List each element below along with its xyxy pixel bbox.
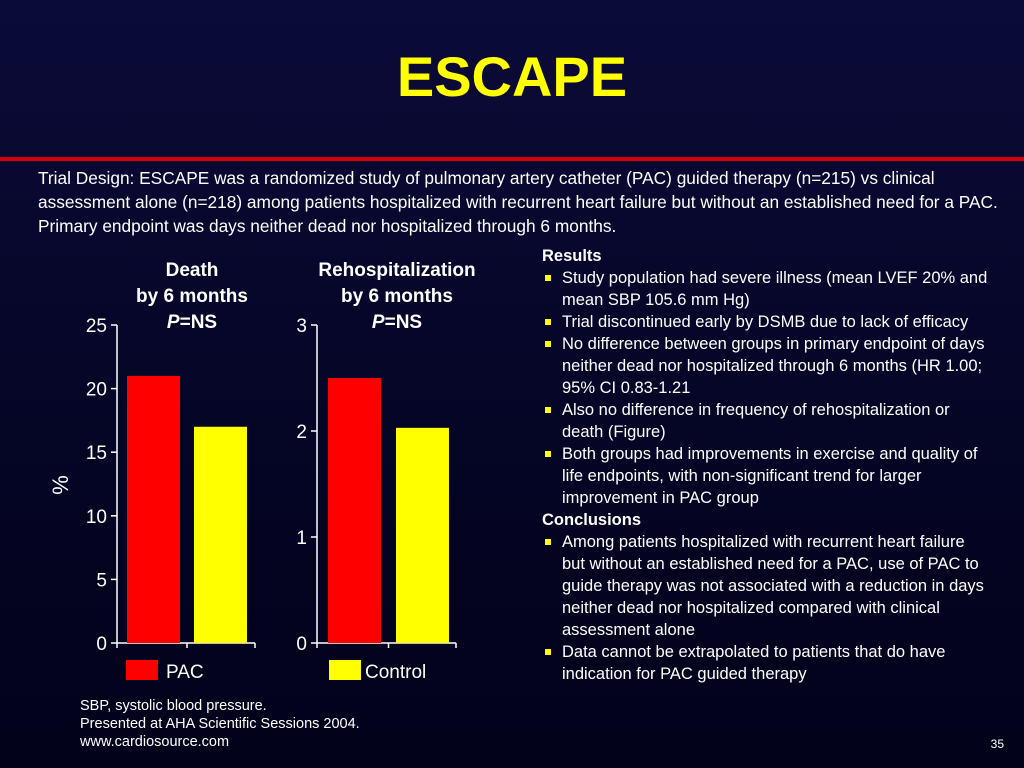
- chart-pvalue: [167, 312, 217, 333]
- pvalue-text: =NS: [384, 312, 423, 333]
- bullet-marker-icon: [545, 539, 551, 545]
- conclusions-list: [542, 531, 992, 685]
- results-item-text: No difference between groups in primary endpoint of days neither dead nor hospitalized through 6 months (HR 1.00; 95% CI 0.83-1.21: [562, 335, 985, 397]
- legend-label-pac: PAC: [166, 662, 204, 683]
- slide-title: ESCAPE: [396, 45, 628, 108]
- results-item-text: Also no difference in frequency of rehospitalization or death (Figure): [562, 401, 950, 441]
- results-item: [542, 333, 992, 399]
- bullet-marker-icon: [545, 319, 551, 325]
- footnote: [80, 697, 360, 751]
- results-item-text: Both groups had improvements in exercise and quality of life endpoints, with non-significant trend for larger improvement in PAC group: [562, 445, 978, 507]
- results-item: [542, 399, 992, 443]
- y-tick-label: 15: [85, 443, 107, 465]
- y-axis-label: %: [48, 475, 73, 495]
- bar-control: [194, 427, 247, 643]
- chart-title: by 6 months: [341, 286, 453, 307]
- pvalue-symbol: P: [166, 312, 180, 333]
- chart-title: Death: [165, 260, 219, 281]
- conclusions-item-text: Data cannot be extrapolated to patients that do have indication for PAC guided therapy: [562, 643, 946, 683]
- bar-control: [396, 428, 449, 643]
- bullet-marker-icon: [545, 407, 551, 413]
- results-item: [542, 443, 992, 509]
- bar-charts: [0, 240, 535, 690]
- chart-pvalue: [372, 312, 422, 333]
- footnote-url: www.cardiosource.com: [80, 734, 230, 750]
- y-tick-label: 0: [296, 634, 307, 655]
- y-tick-label: 0: [96, 634, 107, 655]
- footnote-source: Presented at AHA Scientific Sessions 2004.: [80, 716, 360, 732]
- legend-label-control: Control: [365, 662, 427, 683]
- y-tick-label: 2: [296, 422, 307, 443]
- title-divider: [0, 157, 1024, 161]
- conclusions-item-text: Among patients hospitalized with recurrent heart failure but without an established need for a PAC, use of PAC to guide therapy was not associated with a reduction in days neither dead nor hospitalized compared with clinical assessment alone: [562, 533, 984, 639]
- conclusions-heading: Conclusions: [542, 511, 642, 529]
- pvalue-text: =NS: [179, 312, 218, 333]
- page-number: 35: [990, 737, 1004, 751]
- footnote-abbreviation: SBP, systolic blood pressure.: [80, 698, 267, 714]
- bar-pac: [328, 378, 381, 643]
- legend-swatch-pac: [126, 660, 158, 680]
- bar-pac: [127, 376, 180, 643]
- y-tick-label: 5: [96, 570, 107, 592]
- bullet-marker-icon: [545, 341, 551, 347]
- y-tick-label: 20: [85, 379, 107, 401]
- trial-design-text: Trial Design: ESCAPE was a randomized study of pulmonary artery catheter (PAC) guided therapy (n=215) vs clinical assessment alone (n=218) among patients hospitalized with recurrent heart failure but without an established need for a PAC. Primary endpoint was days neither dead nor hospitalized through 6 months.: [38, 168, 998, 236]
- conclusions-item: [542, 641, 992, 685]
- pvalue-symbol: P: [371, 312, 385, 333]
- results-item: [542, 267, 992, 311]
- y-tick-label: 25: [85, 316, 107, 337]
- bullet-marker-icon: [545, 451, 551, 457]
- results-list: [542, 267, 992, 509]
- results-item-text: Trial discontinued early by DSMB due to lack of efficacy: [562, 313, 969, 331]
- results-heading: Results: [542, 247, 602, 265]
- chart-title: by 6 months: [136, 286, 248, 307]
- results-panel: [542, 245, 992, 685]
- y-tick-label: 1: [296, 528, 307, 549]
- y-tick-label: 3: [296, 316, 307, 337]
- legend-swatch-control: [329, 660, 361, 680]
- bullet-marker-icon: [545, 649, 551, 655]
- results-item-text: Study population had severe illness (mean LVEF 20% and mean SBP 105.6 mm Hg): [562, 269, 988, 309]
- y-tick-label: 10: [85, 506, 107, 528]
- chart-title: Rehospitalization: [318, 260, 476, 281]
- results-item: [542, 311, 992, 333]
- conclusions-item: [542, 531, 992, 641]
- bullet-marker-icon: [545, 275, 551, 281]
